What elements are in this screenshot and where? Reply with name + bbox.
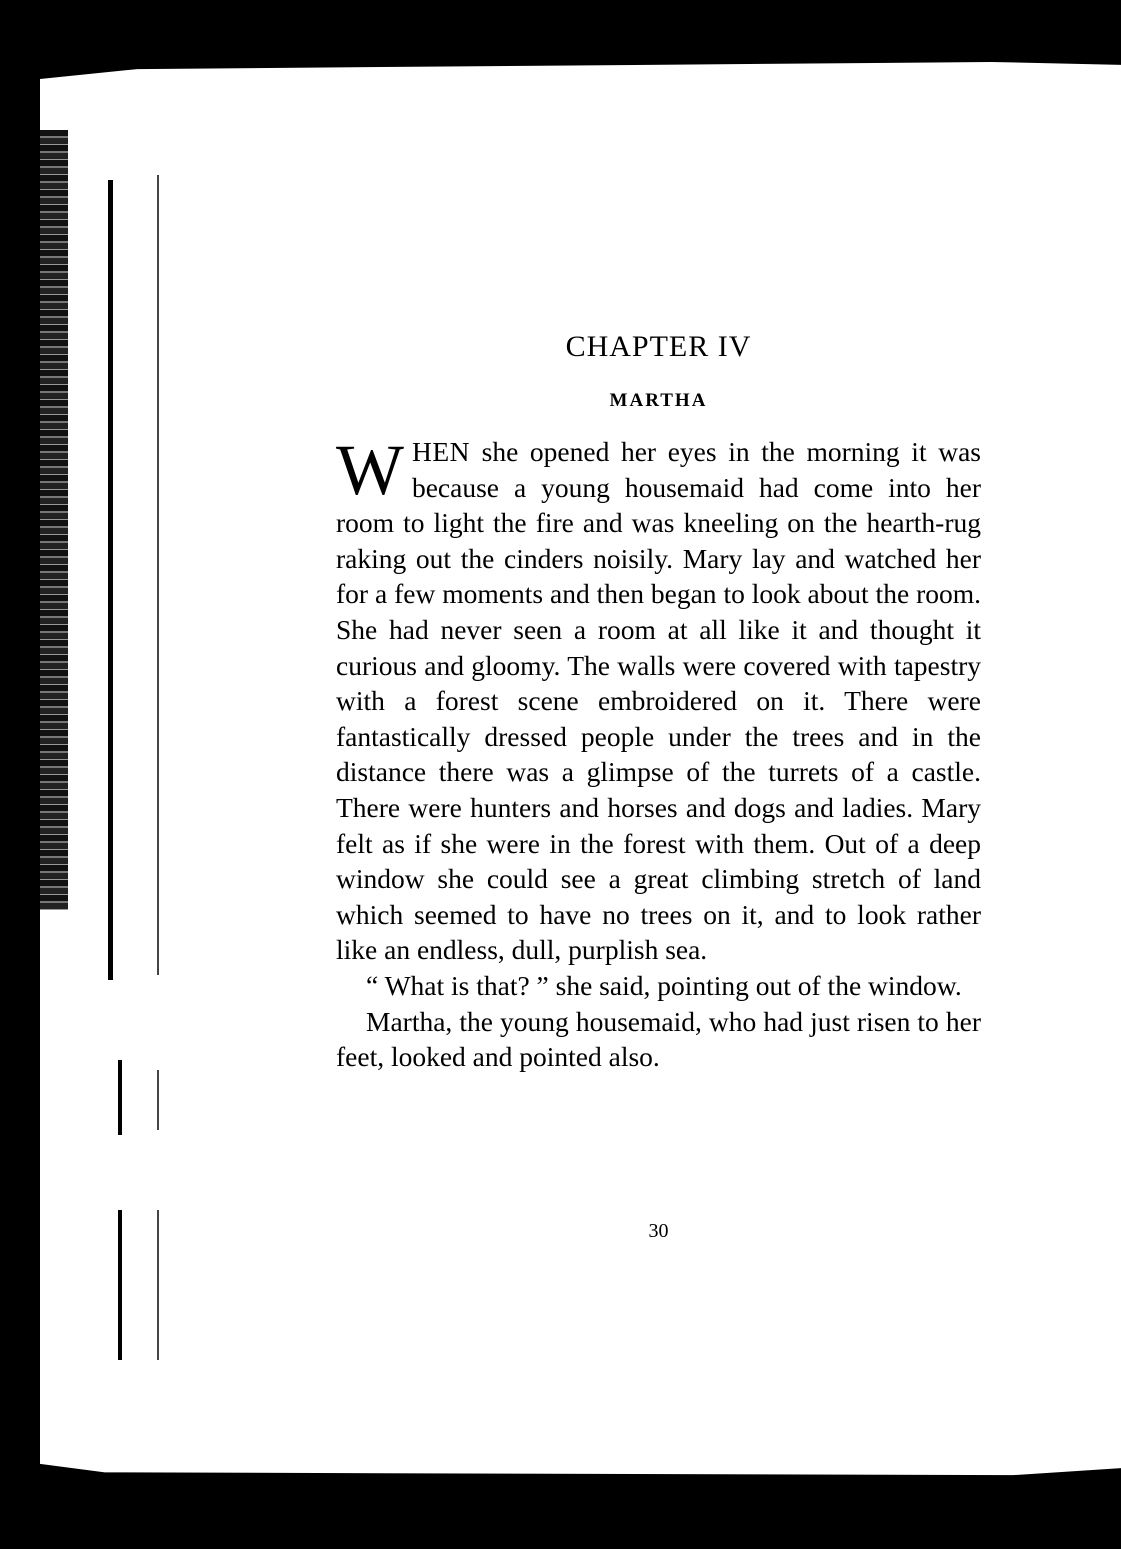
opening-smallcaps: HEN bbox=[411, 436, 470, 467]
page-text-block bbox=[336, 330, 981, 1242]
gutter-line bbox=[157, 1070, 159, 1130]
chapter-title: CHAPTER IV bbox=[565, 330, 752, 363]
page-number: 30 bbox=[648, 1220, 669, 1242]
gutter-line bbox=[157, 1210, 159, 1360]
chapter-subtitle: MARTHA bbox=[609, 390, 708, 411]
gutter-line bbox=[108, 180, 113, 980]
gutter-line bbox=[157, 175, 159, 975]
paragraph-1-text: she opened her eyes in the morning it was because a young housemaid had come into her room to light the fire and was kneeling on the hearth-rug raking out the cinders noisily. Mary lay and watched her for a few moments and then began to look about the room. She had never seen a room at all like it and thought it curious and gloomy. The walls were covered with tapestry with a forest scene embroidered on it. There were fantastically dressed people under the trees and in the distance there was a glimpse of the turrets of a castle. There were hunters and horses and dogs and ladies. Mary felt as if she were in the forest with them. Out of a deep window she could see a great climbing stretch of land which seemed to have no trees on it, and to look rather like an endless, dull, purplish sea. bbox=[336, 436, 981, 966]
gutter-line bbox=[118, 1060, 122, 1135]
page-binding-edge bbox=[40, 130, 68, 910]
gutter-line bbox=[118, 1210, 122, 1360]
drop-cap: W bbox=[336, 430, 404, 510]
paragraph-1 bbox=[336, 430, 981, 968]
paragraph-3: Martha, the young housemaid, who had just risen to her feet, looked and pointed also. bbox=[336, 1005, 981, 1073]
paragraph-2: “ What is that? ” she said, pointing out of the window. bbox=[366, 969, 962, 1001]
